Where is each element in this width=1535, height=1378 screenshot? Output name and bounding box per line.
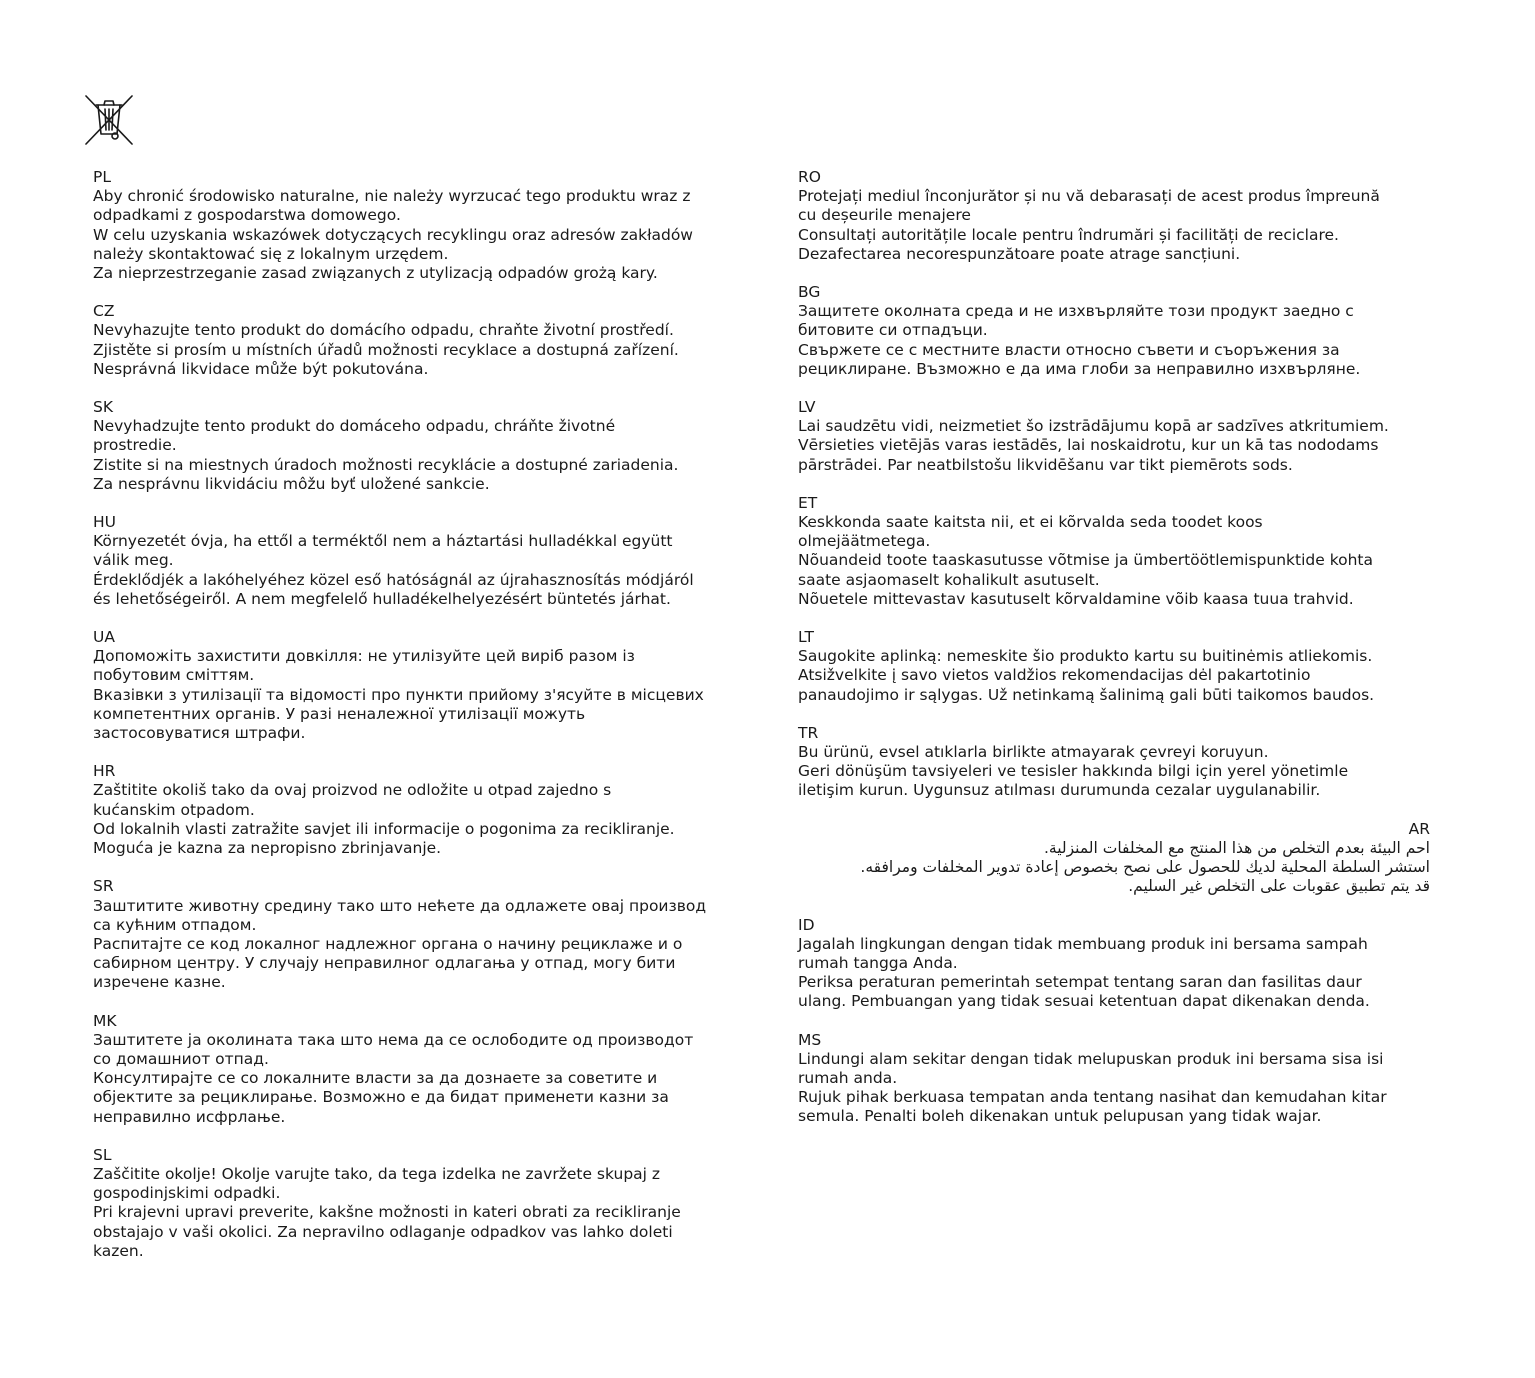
lang-text: Saugokite aplinką: nemeskite šio produkto kartu su buitinėmis atliekomis. Atsižvelkite į savo vietos valdžios rekomendacijas dėl pakartotinio panaudojimo ir sąlygas. Už netinkamą šalinimą gali būti taikomos baudos. xyxy=(798,647,1375,704)
lang-block-bg xyxy=(798,283,1430,379)
lang-block-ar xyxy=(798,820,1430,897)
lang-block-id xyxy=(798,916,1430,1012)
lang-code: BG xyxy=(798,283,821,302)
lang-block-lt xyxy=(798,628,1430,705)
lang-block-tr xyxy=(798,724,1430,801)
lang-block-sl xyxy=(93,1146,725,1261)
lang-code: ID xyxy=(798,915,815,934)
lang-block-cz xyxy=(93,302,725,379)
lang-code: MS xyxy=(798,1030,822,1049)
lang-code: CZ xyxy=(93,302,115,321)
lang-text: Защитете околната среда и не изхвърляйте този продукт заедно с битовите си отпадъци. Свържете се с местните власти относно съвети и съоръжения за рециклиране. Възможно е да има глоби за неправилно изхвърляне. xyxy=(798,302,1361,378)
lang-code: SK xyxy=(93,398,114,417)
lang-code: HR xyxy=(93,762,116,781)
lang-text: Bu ürünü, evsel atıklarla birlikte atmayarak çevreyi koruyun. Geri dönüşüm tavsiyeleri ve tesisler hakkında bilgi için yerel yönetimle iletişim kurun. Uygunsuz atılması durumunda cezalar uygulanabilir. xyxy=(798,743,1349,800)
lang-text: Nevyhadzujte tento produkt do domáceho odpadu, chráňte životné prostredie. Zistite si na miestnych úradoch možnosti recyklácie a dostupné zariadenia. Za nesprávnu likvidáciu môžu byť uložené sankcie. xyxy=(93,417,679,493)
lang-code: PL xyxy=(93,168,111,186)
right-column xyxy=(798,168,1430,1146)
lang-text: Допоможіть захистити довкілля: не утилізуйте цей виріб разом із побутовим сміттям. Вказівки з утилізації та відомості про пункти прийому з'ясуйте в місцевих компетентних органів. У разі неналежної утилізації можуть застосовуватися штрафи. xyxy=(93,647,704,743)
lang-block-sk xyxy=(93,398,725,494)
lang-block-ua xyxy=(93,628,725,743)
lang-code: LV xyxy=(798,398,816,417)
left-column xyxy=(93,168,725,1280)
lang-text: Lai saudzētu vidi, neizmetiet šo izstrādājumu kopā ar sadzīves atkritumiem. Vērsieties vietējās varas iestādēs, lai noskaidrotu, kur un kā tas nododams pārstrādei. Par neatbilstošu likvidēšanu var tikt piemērots sods. xyxy=(798,417,1389,474)
lang-block-ms xyxy=(798,1031,1430,1127)
lang-block-ro xyxy=(798,168,1430,264)
lang-text: Protejați mediul înconjurător și nu vă debarasați de acest produs împreună cu deșeurile menajere Consultați autoritățile locale pentru îndrumări și facilități de reciclare. Dezafectarea necorespunzătoare poate atrage sancțiuni. xyxy=(798,187,1380,263)
lang-code: LT xyxy=(798,628,814,647)
lang-text: Környezetét óvja, ha ettől a terméktől nem a háztartási hulladékkal együtt válik meg. Érdeklődjék a lakóhelyéhez közel eső hatóságnál az újrahasznosítás módjáról és lehetőségeiről. A nem megfelelő hulladékelhelyezésért büntetés járhat. xyxy=(93,532,694,608)
lang-text: Заштитете ја околината така што нема да се ослободите од производот со домашниот отпад. Консултирајте се со локалните власти за да дознаете за советите и објектите за рециклирање. Возможно е да бидат применети казни за неправилно исфрлање. xyxy=(93,1030,694,1126)
lang-block-mk xyxy=(93,1012,725,1127)
lang-block-pl xyxy=(93,168,725,283)
lang-text: Aby chronić środowisko naturalne, nie należy wyrzucać tego produktu wraz z odpadkami z gospodarstwa domowego. W celu uzyskania wskazówek dotyczących recyklingu oraz adresów zakładów należy skontaktować się z lokalnym urzędem. Za nieprzestrzeganie zasad związanych z utylizacją odpadów grożą kary. xyxy=(93,187,693,283)
lang-text: Lindungi alam sekitar dengan tidak melupuskan produk ini bersama sisa isi rumah anda. Rujuk pihak berkuasa tempatan anda tentang nasihat dan kemudahan kitar semula. Penalti boleh dikenakan untuk pelupusan yang tidak wajar. xyxy=(798,1049,1387,1126)
lang-code: SL xyxy=(93,1145,112,1164)
lang-text: Jagalah lingkungan dengan tidak membuang produk ini bersama sampah rumah tangga Anda. Periksa peraturan pemerintah setempat tentang saran dan fasilitas daur ulang. Pembuangan yang tidak sesuai ketentuan dapat dikenakan denda. xyxy=(798,934,1370,1011)
lang-code: UA xyxy=(93,628,115,647)
lang-code: ET xyxy=(798,493,818,512)
lang-code: MK xyxy=(93,1011,117,1030)
lang-block-hu xyxy=(93,513,725,609)
lang-code: SR xyxy=(93,877,114,896)
lang-text: Nevyhazujte tento produkt do domácího odpadu, chraňte životní prostředí. Zjistěte si prosím u místních úřadů možnosti recyklace a dostupná zařízení. Nesprávná likvidace může být pokutována. xyxy=(93,321,679,378)
lang-code: RO xyxy=(798,168,821,186)
lang-block-sr xyxy=(93,877,725,992)
crossed-out-wheelie-bin-icon xyxy=(84,94,134,146)
lang-block-hr xyxy=(93,762,725,858)
lang-text: Заштитите животну средину тако што нећете да одлажете овај производ са кућним отпадом. Распитајте се код локалног надлежног органа о начину рециклаже и о сабирном центру. У случају неправилног одлагања у отпад, могу бити изречене казне. xyxy=(93,896,707,992)
lang-text: احم البيئة بعدم التخلص من هذا المنتج مع المخلفات المنزلية. استشر السلطة المحلية لديك للحصول على نصح بخصوص إعادة تدوير المخلفات ومرافقه. قد يتم تطبيق عقوبات على التخلص غير السليم. xyxy=(860,838,1430,896)
lang-text: Zaštitite okoliš tako da ovaj proizvod ne odložite u otpad zajedno s kućanskim otpadom. Od lokalnih vlasti zatražite savjet ili informacije o pogonima za recikliranje. Moguća je kazna za nepropisno zbrinjavanje. xyxy=(93,781,675,858)
lang-block-et xyxy=(798,494,1430,609)
lang-code: AR xyxy=(1408,819,1430,838)
lang-block-lv xyxy=(798,398,1430,475)
lang-code: TR xyxy=(798,723,819,742)
lang-code: HU xyxy=(93,513,117,532)
lang-text: Keskkonda saate kaitsta nii, et ei kõrvalda seda toodet koos olmejäätmetega. Nõuandeid toote taaskasutusse võtmise ja ümbertöötlemispunktide kohta saate asjaomaselt kohalikult asutuselt. Nõuetele mittevastav kasutuselt kõrvaldamine võib kaasa tuua trahvid. xyxy=(798,513,1373,608)
lang-text: Zaščitite okolje! Okolje varujte tako, da tega izdelka ne zavržete skupaj z gospodinjskimi odpadki. Pri krajevni upravi preverite, kakšne možnosti in kateri obrati za recikliranje obstajajo v vaši okolici. Za nepravilno odlaganje odpadkov vas lahko doleti kazen. xyxy=(93,1164,681,1260)
